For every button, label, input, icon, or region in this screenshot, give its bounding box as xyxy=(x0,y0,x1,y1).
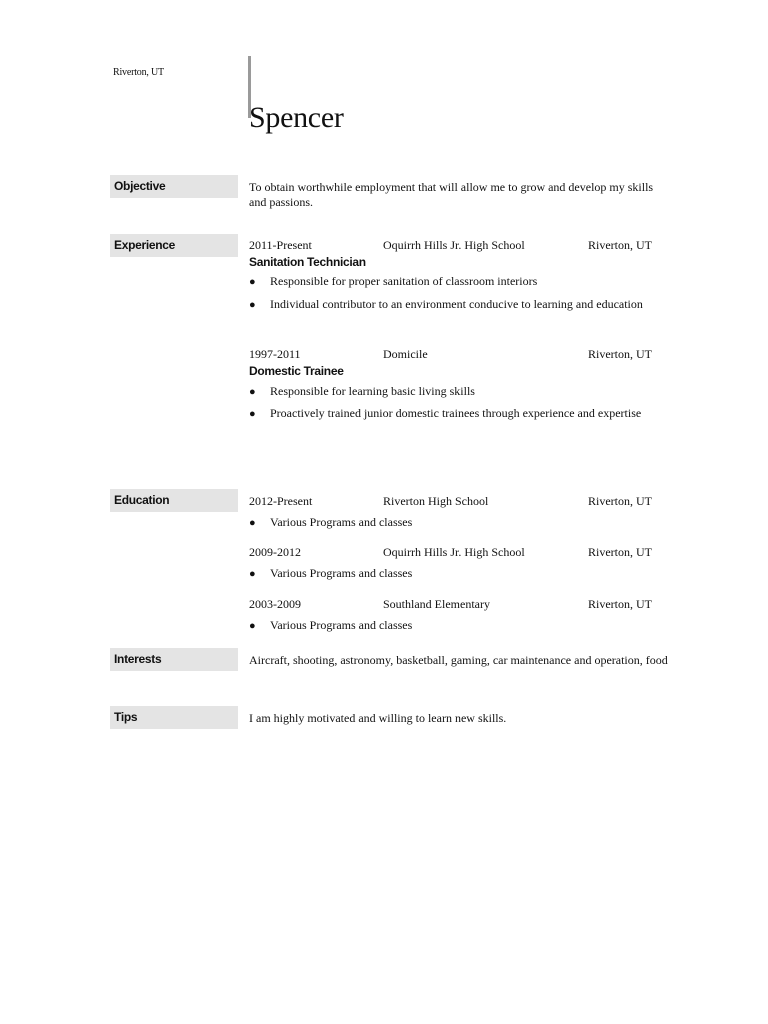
tips-text: I am highly motivated and willing to learn new skills. xyxy=(249,711,507,725)
education-dates: 2012-Present xyxy=(249,494,313,508)
bullet-text: Individual contributor to an environment conducive to learning and education xyxy=(270,297,643,311)
education-row xyxy=(249,597,669,612)
candidate-name: Spencer xyxy=(249,101,344,134)
job-title: Domestic Trainee xyxy=(249,364,344,378)
experience-dates: 1997-2011 xyxy=(249,347,301,361)
education-school: Oquirrh Hills Jr. High School xyxy=(383,545,525,559)
experience-row xyxy=(249,238,669,253)
interests-text: Aircraft, shooting, astronomy, basketball, gaming, car maintenance and operation, food xyxy=(249,653,668,667)
experience-employer: Oquirrh Hills Jr. High School xyxy=(383,238,525,252)
section-label-interests: Interests xyxy=(110,648,238,671)
section-label-objective: Objective xyxy=(110,175,238,198)
list-item xyxy=(249,383,669,401)
list-item xyxy=(249,405,669,423)
bullet-text: Proactively trained junior domestic trainees through experience and expertise xyxy=(270,406,642,420)
education-school: Riverton High School xyxy=(383,494,489,508)
bullet-icon: ● xyxy=(249,620,256,632)
bullet-icon: ● xyxy=(249,517,256,529)
section-label-education: Education xyxy=(110,489,238,512)
experience-dates: 2011-Present xyxy=(249,238,312,252)
list-item xyxy=(249,565,669,583)
education-dates: 2003-2009 xyxy=(249,597,301,611)
experience-row xyxy=(249,347,669,362)
section-label-tips: Tips xyxy=(110,706,238,729)
education-location: Riverton, UT xyxy=(588,545,652,559)
education-dates: 2009-2012 xyxy=(249,545,301,559)
list-item xyxy=(249,514,669,532)
bullet-text: Various Programs and classes xyxy=(270,566,413,580)
bullet-icon: ● xyxy=(249,299,256,311)
education-row xyxy=(249,494,669,509)
bullet-icon: ● xyxy=(249,386,256,398)
education-school: Southland Elementary xyxy=(383,597,490,611)
bullet-text: Responsible for learning basic living skills xyxy=(270,384,475,398)
section-label-experience: Experience xyxy=(110,234,238,257)
experience-location: Riverton, UT xyxy=(588,238,652,252)
bullet-icon: ● xyxy=(249,408,256,420)
education-location: Riverton, UT xyxy=(588,597,652,611)
education-location: Riverton, UT xyxy=(588,494,652,508)
objective-text: To obtain worthwhile employment that will allow me to grow and develop my skills and passions. xyxy=(249,180,654,209)
bullet-text: Various Programs and classes xyxy=(270,618,413,632)
experience-location: Riverton, UT xyxy=(588,347,652,361)
bullet-icon: ● xyxy=(249,568,256,580)
bullet-text: Various Programs and classes xyxy=(270,515,413,529)
header-location: Riverton, UT xyxy=(113,67,164,78)
list-item xyxy=(249,296,669,314)
bullet-text: Responsible for proper sanitation of classroom interiors xyxy=(270,274,538,288)
bullet-icon: ● xyxy=(249,276,256,288)
list-item xyxy=(249,617,669,635)
experience-employer: Domicile xyxy=(383,347,428,361)
list-item xyxy=(249,273,669,291)
education-row xyxy=(249,545,669,560)
job-title: Sanitation Technician xyxy=(249,255,366,269)
